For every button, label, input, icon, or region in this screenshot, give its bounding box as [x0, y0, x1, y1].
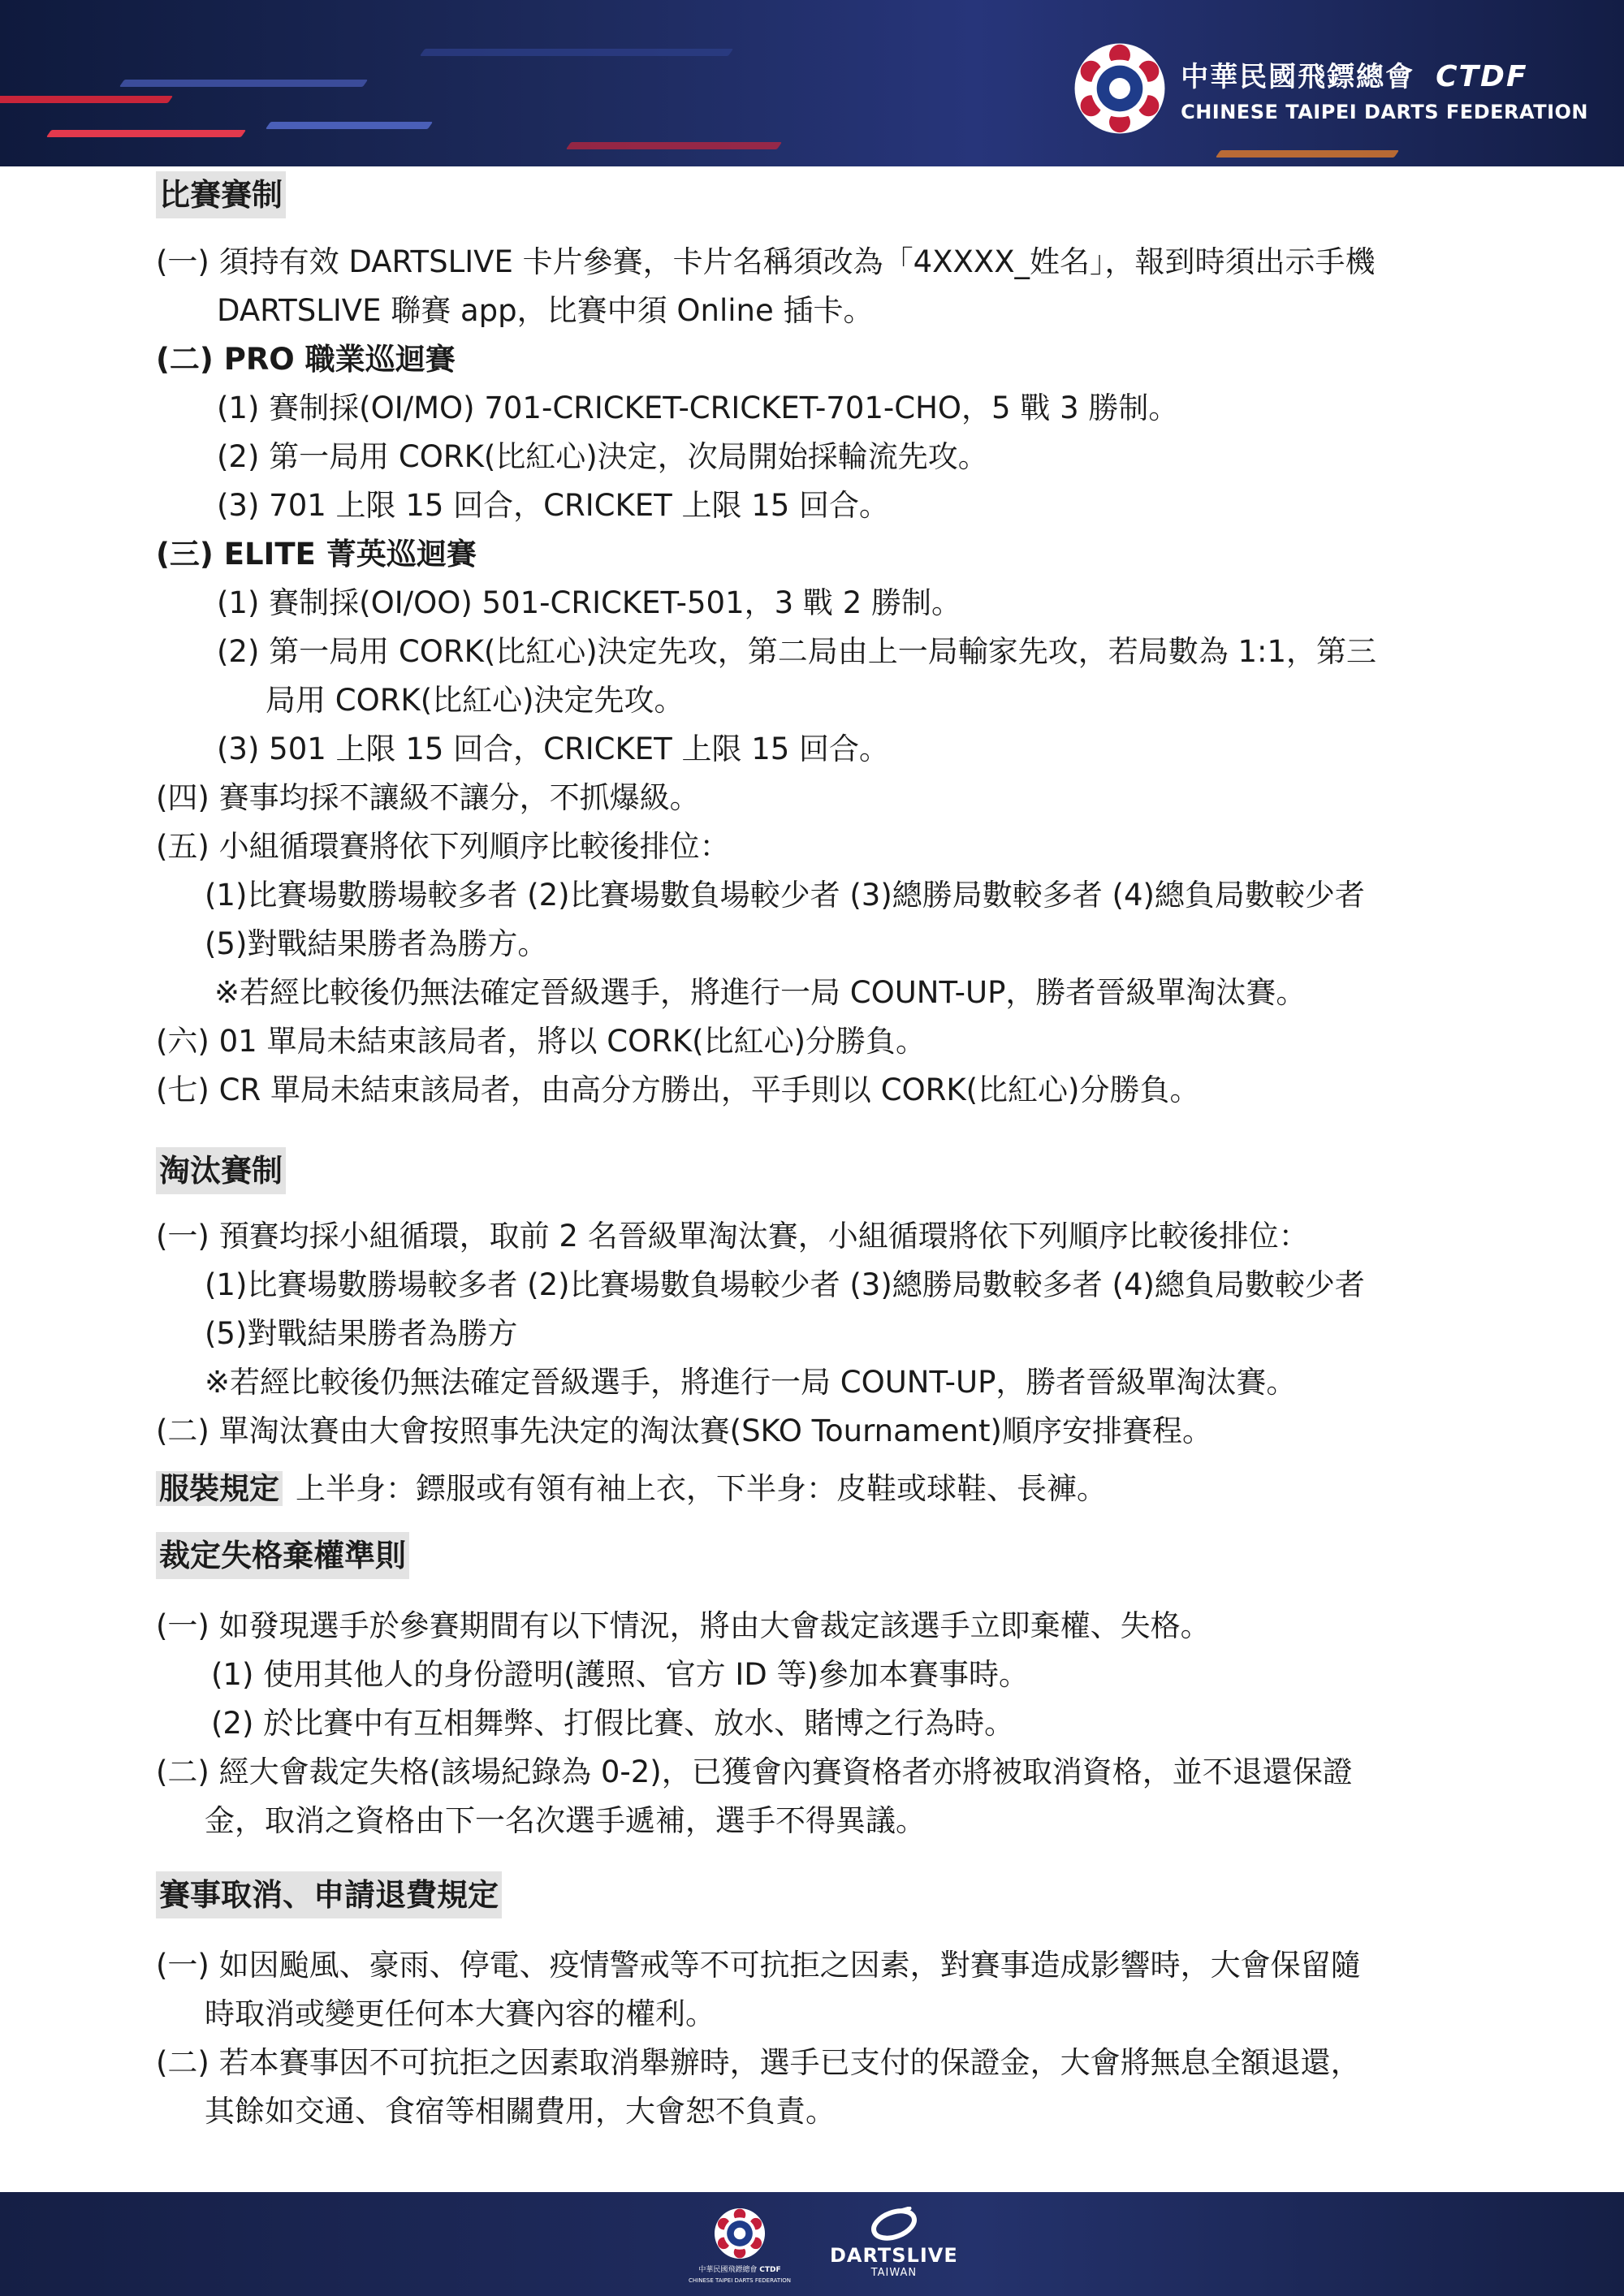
paragraph-line: (3) 501 上限 15 回合，CRICKET 上限 15 回合。 — [217, 732, 890, 766]
org-abbr: CTDF — [1436, 59, 1528, 93]
paragraph-line: (1) 賽制採(OI/OO) 501-CRICKET-501，3 戰 2 勝制。 — [217, 585, 961, 620]
footer-ctdf-en: CHINESE TAIPEI DARTS FEDERATION — [689, 2277, 792, 2284]
decor-streak — [1216, 150, 1399, 158]
decor-streak — [420, 49, 733, 56]
footer-dartslive-region: TAIWAN — [870, 2267, 918, 2279]
paragraph-line: (一) 預賽均採小組循環，取前 2 名晉級單淘汰賽，小組循環將依下列順序比較後排位： — [156, 1219, 1309, 1254]
paragraph-line: 金，取消之資格由下一名次選手遞補，選手不得異議。 — [205, 1803, 926, 1838]
footer-dartslive-logo — [830, 2207, 958, 2279]
paragraph-line: (5)對戰結果勝者為勝方。 — [205, 926, 548, 961]
section-title-match-format: 比賽賽制 — [156, 171, 286, 218]
paragraph-line: (一) 如發現選手於參賽期間有以下情況，將由大會裁定該選手立即棄權、失格。 — [156, 1608, 1211, 1643]
paragraph-line: (2) 於比賽中有互相舞弊、打假比賽、放水、賭博之行為時。 — [211, 1706, 1015, 1741]
paragraph-line: DARTSLIVE 聯賽 app，比賽中須 Online 插卡。 — [217, 293, 874, 328]
paragraph-line: (四) 賽事均採不讓級不讓分，不抓爆級。 — [156, 780, 700, 815]
org-name-en: CHINESE TAIPEI DARTS FEDERATION — [1181, 100, 1588, 123]
section-title-dress-code: 服裝規定 — [156, 1471, 283, 1506]
paragraph-line: (3) 701 上限 15 回合，CRICKET 上限 15 回合。 — [217, 488, 890, 523]
paragraph-line: (二) 單淘汰賽由大會按照事先決定的淘汰賽(SKO Tournament)順序安排賽程。 — [156, 1413, 1212, 1448]
footer-dartslive-name: DARTSLIVE — [830, 2244, 958, 2267]
paragraph-line: (一) 須持有效 DARTSLIVE 卡片參賽，卡片名稱須改為「4XXXX_姓名」，報到時須出示手機 — [156, 244, 1376, 279]
paragraph-line: ※若經比較後仍無法確定晉級選手，將進行一局 COUNT-UP，勝者晉級單淘汰賽。 — [214, 975, 1307, 1010]
subsection-title-pro: (二) PRO 職業巡迴賽 — [156, 342, 456, 377]
paragraph-line: ※若經比較後仍無法確定晉級選手，將進行一局 COUNT-UP，勝者晉級單淘汰賽。 — [205, 1365, 1297, 1400]
paragraph-line: (2) 第一局用 CORK(比紅心)決定先攻，第二局由上一局輸家先攻，若局數為 1:1，第三 — [217, 634, 1377, 669]
footer-ctdf-cn: 中華民國飛鏢總會 — [698, 2266, 758, 2274]
decor-streak — [0, 96, 173, 103]
paragraph-line: (1) 使用其他人的身份證明(護照、官方 ID 等)參加本賽事時。 — [211, 1657, 1029, 1692]
paragraph-line: (2) 第一局用 CORK(比紅心)決定，次局開始採輪流先攻。 — [217, 439, 988, 474]
paragraph-line: (1)比賽場數勝場較多者 (2)比賽場數負場較少者 (3)總勝局數較多者 (4)總負局數較少者 — [205, 878, 1365, 913]
paragraph-line: (1)比賽場數勝場較多者 (2)比賽場數負場較少者 (3)總勝局數較多者 (4)總負局數較少者 — [205, 1267, 1365, 1302]
paragraph-line: (二) 若本賽事因不可抗拒之因素取消舉辦時，選手已支付的保證金，大會將無息全額退還， — [156, 2045, 1361, 2080]
subsection-title-elite: (三) ELITE 菁英巡迴賽 — [156, 537, 477, 572]
paragraph-line: (1) 賽制採(OI/MO) 701-CRICKET-CRICKET-701-CHO，5 戰 3 勝制。 — [217, 391, 1179, 425]
paragraph-line: 時取消或變更任何本大賽內容的權利。 — [205, 1996, 715, 2031]
decor-streak — [46, 130, 246, 137]
ctdf-logo — [1072, 41, 1588, 136]
section-title-cancellation: 賽事取消、申請退費規定 — [156, 1871, 502, 1918]
decor-streak — [266, 122, 433, 129]
paragraph-line: (七) CR 單局未結束該局者，由高分方勝出，平手則以 CORK(比紅心)分勝負。 — [156, 1072, 1200, 1107]
paragraph-line: (五) 小組循環賽將依下列順序比較後排位： — [156, 829, 730, 864]
org-name-cn: 中華民國飛鏢總會 — [1181, 60, 1415, 93]
section-title-disqualification: 裁定失格棄權準則 — [156, 1532, 409, 1579]
paragraph-line: (一) 如因颱風、豪雨、停電、疫情警戒等不可抗拒之因素，對賽事造成影響時，大會保留隨 — [156, 1948, 1361, 1983]
decor-streak — [119, 80, 368, 87]
header-banner — [0, 0, 1624, 166]
footer-ctdf-logo — [689, 2207, 791, 2284]
paragraph-line: (六) 01 單局未結束該局者，將以 CORK(比紅心)分勝負。 — [156, 1024, 926, 1059]
paragraph-line: 其餘如交通、食宿等相關費用，大會恕不負責。 — [205, 2094, 836, 2129]
paragraph-line: (二) 經大會裁定失格(該場紀錄為 0-2)，已獲會內賽資格者亦將被取消資格，並不退還保證 — [156, 1754, 1353, 1789]
footer-banner — [0, 2192, 1624, 2296]
ctdf-emblem-icon — [1072, 41, 1168, 136]
footer-ctdf-abbr: CTDF — [759, 2266, 781, 2274]
dartslive-swirl-icon — [866, 2207, 922, 2242]
paragraph-line: 局用 CORK(比紅心)決定先攻。 — [266, 683, 685, 718]
dress-code-line — [156, 1468, 1107, 1510]
dress-code-text: 上半身：鏢服或有領有袖上衣，下半身：皮鞋或球鞋、長褲。 — [296, 1471, 1107, 1506]
decor-streak — [566, 142, 782, 149]
section-title-elimination: 淘汰賽制 — [156, 1147, 286, 1194]
ctdf-emblem-icon — [713, 2207, 767, 2260]
paragraph-line: (5)對戰結果勝者為勝方 — [205, 1316, 518, 1351]
